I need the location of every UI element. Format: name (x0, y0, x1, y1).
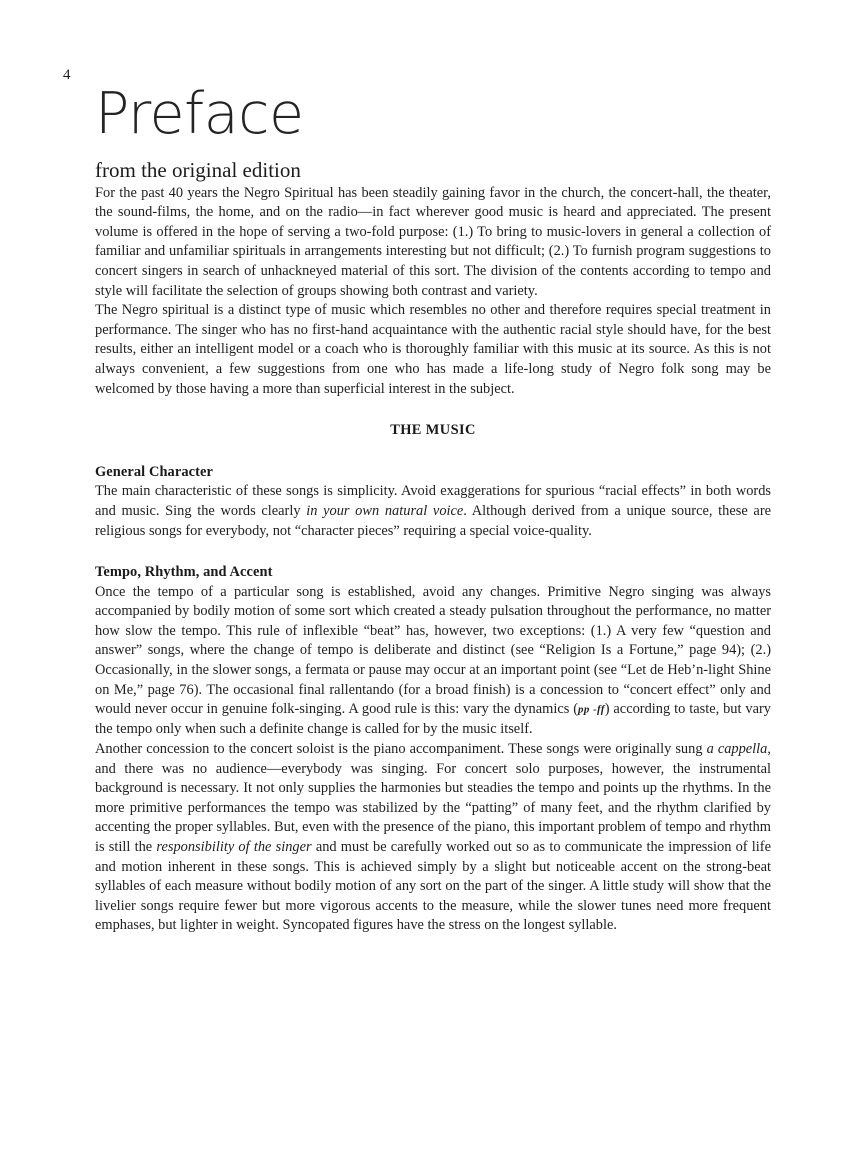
page-title: Preface (95, 81, 304, 147)
paragraph-spiritual-type: The Negro spiritual is a distinct type of music which resembles no other and therefore requires special treatment in performance. The singer who has no first-hand acquaintance with the authentic racial style should have, for the best results, either an intelligent model or a coach who is thoroughly familiar with this music at its source. As this is not always convenient, a few suggestions from one who has made a life-long study of Negro folk song may be welcomed by those having a more than superficial interest in the subject. (95, 302, 771, 397)
para5-emphasis-a-cappella: a cappella (706, 740, 768, 757)
para3-part-b: . Although derived from a unique source, these are religious songs for everybody, not “character pieces” requiring a special voice-quality. (95, 502, 771, 539)
para5-part-b: , and there was no audience—everybody was singing. For concert solo purposes, however, the instrumental background is necessary. It not only supplies the harmonies but steadies the tempo and points up the rhythms. In the more primitive performances the tempo was stabilized by the “patting” of many feet, and the rhythm clarified by accenting the proper syllables. But, even with the presence of the piano, this important problem of tempo and rhythm is still the (95, 740, 771, 855)
page-subtitle: from the original edition (95, 158, 301, 183)
paragraph-intro: For the past 40 years the Negro Spiritual has been steadily gaining favor in the church, the concert-hall, the theater, the sound-films, the home, and on the radio—in fact wherever good music is heard and appreciated. The present volume is offered in the hope of serving a two-fold purpose: (1.) To bring to music-lovers in general a collection of familiar and unfamiliar spirituals in arrangements interesting but not difficult; (2.) To furnish program suggestions to concert singers in search of unhackneyed material of this sort. The division of the contents according to tempo and style will facilitate the selection of groups showing both contrast and variety. (95, 184, 771, 299)
para4-part-b: ) according to taste, but vary the tempo only when such a definite change is called for by the music itself. (95, 701, 771, 738)
para3-part-a: The main characteristic of these songs is simplicity. Avoid exaggerations for spurious “racial effects” in both words and music. Sing the words clearly (95, 483, 771, 519)
paragraph-piano-accompaniment (95, 740, 771, 936)
para5-emphasis-responsibility: responsibility of the singer (156, 838, 312, 855)
dynamics-notation: pp -ff (578, 703, 605, 716)
page-content (95, 81, 771, 936)
paragraph-tempo-rhythm-accent (95, 583, 771, 740)
para5-part-a: Another concession to the concert soloist is the piano accompaniment. These songs were originally sung (95, 740, 707, 757)
para3-emphasis-natural-voice: in your own natural voice (306, 502, 464, 519)
para5-part-c: and must be carefully worked out so as to communicate the impression of life and motion inherent in these songs. This is achieved simply by a slight but noticeable accent on the strong-beat syllables of each measure without bodily motion of any sort on the part of the singer. A little study will show that the livelier songs require fewer but more vigorous accents to the measure, while the slower tunes need more frequent emphases, but lighter in weight. Syncopated figures have the stress on the longest syllable. (95, 838, 771, 934)
subheading-tempo-rhythm-accent: Tempo, Rhythm, and Accent (95, 564, 273, 581)
section-heading-the-music: THE MUSIC (390, 422, 476, 439)
subheading-general-character: General Character (95, 463, 213, 480)
para4-part-a: Once the tempo of a particular song is established, avoid any changes. Primitive Negro singing was always accompanied by bodily motion of some sort which created a steady pulsation throughout the performance, no matter how slow the tempo. This rule of inflexible “beat” has, however, two exceptions: (1.) A very few “question and answer” songs, where the change of tempo is deliberate and distinct (see “Religion Is a Fortune,” page 94); (2.) Occasionally, in the slower songs, a fermata or pause may occur at an important point (see “Let de Heb’n-light Shine on Me,” page 76). The occasional final rallentando (for a broad finish) is a concession to “concert effect” only and would never occur in genuine folk-singing. A good rule is this: vary the dynamics ( (95, 583, 771, 718)
page-number: 4 (63, 67, 71, 83)
paragraph-general-character (95, 482, 771, 541)
